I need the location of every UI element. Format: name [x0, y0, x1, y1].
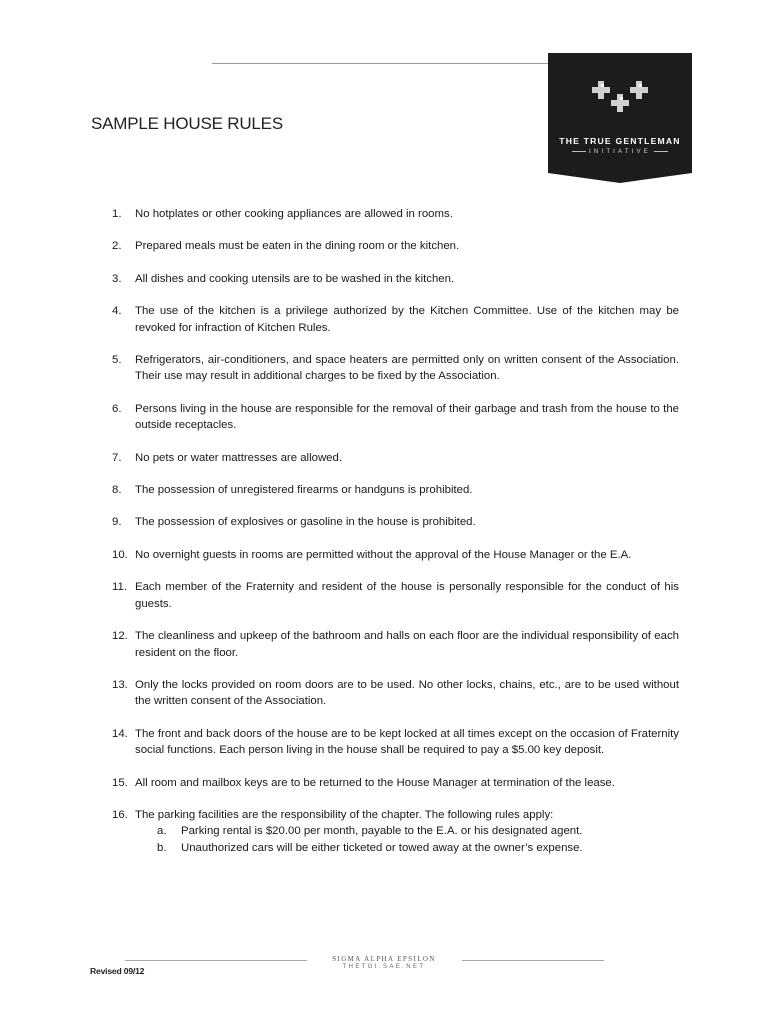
subrule-text: Unauthorized cars will be either ticketed or towed away at the owner’s expense.	[181, 841, 583, 854]
rule-text-block	[135, 482, 679, 498]
rule-text-block	[135, 206, 679, 222]
rule-item	[91, 352, 679, 385]
rule-number	[91, 271, 135, 287]
rule-number-text: 16.	[112, 808, 128, 821]
rule-text-block	[135, 514, 679, 530]
rule-number-text: 13.	[112, 678, 128, 691]
rule-item	[91, 401, 679, 434]
rule-item	[91, 238, 679, 254]
rule-text: The front and back doors of the house are to be kept locked at all times except on the occasion of Fraternity social functions. Each person living in the house shall be required to pay a $5.00 key deposit.	[135, 727, 679, 757]
rule-number-text: 10.	[112, 548, 128, 561]
rule-number	[91, 775, 135, 791]
rule-text: Refrigerators, air-conditioners, and space heaters are permitted only on written consent of the Association. Their use may result in additional charges to be fixed by the Association.	[135, 354, 679, 383]
house-rules-list	[91, 206, 679, 872]
rule-number-text: 15.	[112, 776, 128, 789]
rule-text-block	[135, 807, 679, 856]
rule-text-block	[135, 677, 679, 710]
rule-text-block	[135, 547, 679, 563]
rule-number-text: 1.	[112, 208, 122, 220]
banner-shape	[548, 53, 692, 183]
rule-text: The parking facilities are the responsibility of the chapter. The following rules apply:	[135, 808, 554, 821]
footer-brand: SIGMA ALPHA EPSILON	[332, 955, 436, 963]
rule-number-text: 12.	[112, 630, 128, 643]
rule-number	[91, 726, 135, 759]
rule-text-block	[135, 579, 679, 612]
rule-text-block	[135, 271, 679, 287]
rule-item	[91, 775, 679, 791]
rule-text-block	[135, 628, 679, 661]
logo-subtitle-row	[548, 149, 692, 155]
rule-text: Prepared meals must be eaten in the dining room or the kitchen.	[135, 240, 460, 253]
rule-item	[91, 628, 679, 661]
rule-number-text: 3.	[112, 272, 122, 285]
rule-text-block	[135, 726, 679, 759]
logo-dash-left	[572, 151, 586, 152]
rule-item	[91, 514, 679, 530]
page-title: SAMPLE HOUSE RULES	[91, 114, 283, 133]
footer-rule-right	[462, 960, 604, 961]
rule-text: Persons living in the house are responsible for the removal of their garbage and trash from the house to the outside receptacles.	[135, 402, 679, 432]
rule-item	[91, 677, 679, 710]
subrule-text: Parking rental is $20.00 per month, payable to the E.A. or his designated agent.	[181, 825, 583, 838]
rule-item	[91, 726, 679, 759]
rule-text: Each member of the Fraternity and resident of the house is personally responsible for the conduct of his guests.	[135, 581, 679, 610]
rule-number	[91, 514, 135, 530]
rule-text: The use of the kitchen is a privilege authorized by the Kitchen Committee. Use of the kitchen may be revoked for infraction of Kitchen Rules.	[135, 305, 679, 334]
revised-date: Revised 09/12	[90, 966, 145, 976]
rule-text: The possession of explosives or gasoline in the house is prohibited.	[135, 516, 476, 529]
rule-number	[91, 677, 135, 710]
rule-number-text: 2.	[112, 240, 122, 253]
rule-number-text: 14.	[112, 727, 128, 740]
rule-text-block	[135, 775, 679, 791]
subrule-letter: b.	[157, 841, 167, 854]
rule-number	[91, 352, 135, 385]
logo-dash-right	[654, 151, 668, 152]
rule-text: The cleanliness and upkeep of the bathroom and halls on each floor are the individual responsibility of each resident on the floor.	[135, 630, 679, 659]
rule-number-text: 5.	[112, 354, 122, 367]
rule-number	[91, 579, 135, 612]
rule-number	[91, 628, 135, 661]
rule-number-text: 9.	[112, 516, 122, 529]
rule-item	[91, 482, 679, 498]
rule-item	[91, 206, 679, 222]
parking-subrules-list	[135, 823, 679, 856]
rule-item	[91, 547, 679, 563]
rule-text: All room and mailbox keys are to be returned to the House Manager at termination of the lease.	[135, 776, 615, 789]
rule-text-block	[135, 352, 679, 385]
rule-text: All dishes and cooking utensils are to be washed in the kitchen.	[135, 272, 455, 285]
rule-item	[91, 271, 679, 287]
rule-number-text: 7.	[112, 451, 122, 464]
rule-text: No overnight guests in rooms are permitted without the approval of the House Manager or the E.A.	[135, 548, 632, 561]
rule-number	[91, 807, 135, 856]
rule-item	[91, 303, 679, 336]
rule-text-block	[135, 238, 679, 254]
rule-number-text: 6.	[112, 402, 122, 415]
rule-item	[91, 450, 679, 466]
rule-number	[91, 303, 135, 336]
header-rule	[212, 63, 550, 64]
rule-item	[91, 579, 679, 612]
rule-number-text: 8.	[112, 484, 122, 497]
subrule-letter: a.	[157, 825, 167, 838]
rule-text: No hotplates or other cooking appliances are allowed in rooms.	[135, 208, 453, 220]
logo-title: THE TRUE GENTLEMAN	[559, 136, 681, 146]
rule-number	[91, 238, 135, 254]
footer-site: THETGI.SAE.NET	[342, 964, 426, 970]
rule-number	[91, 206, 135, 222]
rule-number	[91, 547, 135, 563]
rule-number	[91, 482, 135, 498]
rule-text-block	[135, 401, 679, 434]
footer-rule-left	[125, 960, 307, 961]
rule-item	[91, 807, 679, 856]
parking-subrule-item	[135, 823, 679, 839]
logo-subtitle: INITIATIVE	[589, 149, 651, 155]
rule-text-block	[135, 450, 679, 466]
rule-text: Only the locks provided on room doors are to be used. No other locks, chains, etc., are to be used without the written consent of the Association.	[135, 678, 679, 708]
rule-number-text: 11.	[112, 581, 127, 594]
rule-text: The possession of unregistered firearms or handguns is prohibited.	[135, 484, 473, 497]
rule-number-text: 4.	[112, 305, 122, 318]
rule-text-block	[135, 303, 679, 336]
rule-text: No pets or water mattresses are allowed.	[135, 451, 343, 464]
rule-number	[91, 401, 135, 434]
rule-number	[91, 450, 135, 466]
true-gentleman-logo-banner	[548, 53, 692, 183]
parking-subrule-item	[135, 840, 679, 856]
